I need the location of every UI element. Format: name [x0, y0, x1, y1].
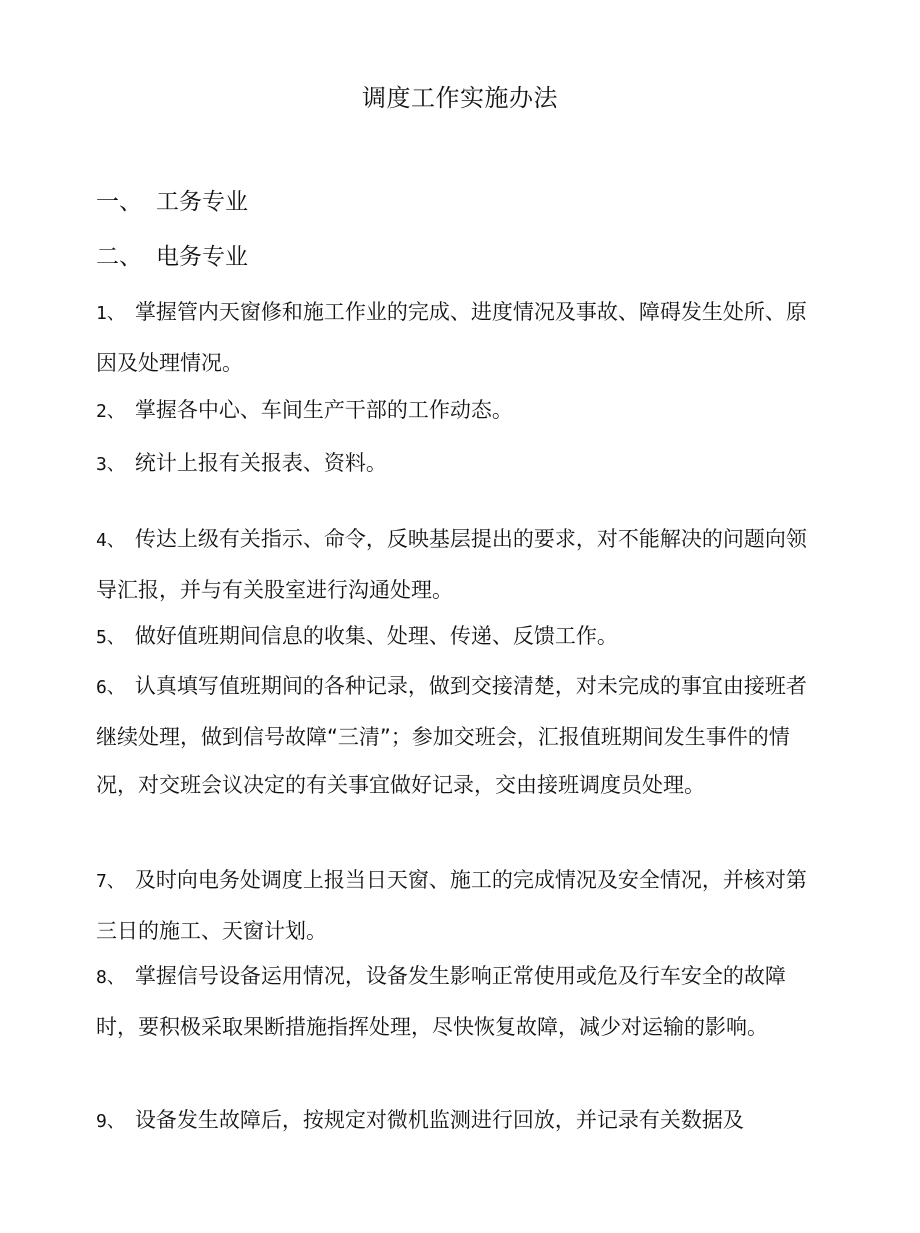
item-number: 2、 — [96, 401, 125, 422]
section-number: 一、 — [96, 189, 142, 215]
item-text: 掌握管内天窗修和施工作业的完成、进度情况及事故、障碍发生处所、原因及处理情况。 — [96, 300, 807, 375]
list-item — [96, 515, 816, 614]
list-item — [96, 386, 816, 437]
section-label: 工务专业 — [156, 189, 248, 215]
item-number: 8、 — [96, 967, 125, 988]
list-item — [96, 439, 816, 490]
item-text: 及时向电务处调度上报当日天窗、施工的完成情况及安全情况，并核对第三日的施工、天窗计划。 — [96, 868, 807, 943]
list-item — [96, 952, 816, 1051]
item-text: 掌握信号设备运用情况，设备发生影响正常使用或危及行车安全的故障时，要积极采取果断措施指挥处理，尽快恢复故障，减少对运输的影响。 — [96, 964, 786, 1039]
item-number: 9、 — [96, 1111, 125, 1132]
item-number: 5、 — [96, 627, 125, 648]
list-item — [96, 288, 816, 387]
item-text: 传达上级有关指示、命令，反映基层提出的要求，对不能解决的问题向领导汇报，并与有关股室进行沟通处理。 — [96, 527, 807, 602]
item-text: 掌握各中心、车间生产干部的工作动态。 — [134, 398, 513, 422]
document-title: 调度工作实施办法 — [362, 84, 558, 112]
section-heading — [96, 241, 248, 273]
item-number: 7、 — [96, 871, 125, 892]
item-text: 设备发生故障后，按规定对微机监测进行回放，并记录有关数据及 — [134, 1108, 744, 1132]
item-number: 4、 — [96, 530, 125, 551]
section-number: 二、 — [96, 244, 142, 270]
item-text: 认真填写值班期间的各种记录，做到交接清楚，对未完成的事宜由接班者继续处理，做到信号故障“三清”；参加交班会，汇报值班期间发生事件的情况，对交班会议决定的有关事宜做好记录，交由接班调度员处理。 — [96, 674, 807, 797]
item-text: 做好值班期间信息的收集、处理、传递、反馈工作。 — [134, 624, 618, 648]
section-heading — [96, 186, 248, 218]
section-label: 电务专业 — [156, 244, 248, 270]
item-number: 1、 — [96, 303, 125, 324]
list-item — [96, 612, 816, 663]
list-item — [96, 662, 816, 810]
item-number: 3、 — [96, 454, 125, 475]
item-text: 统计上报有关报表、资料。 — [134, 451, 387, 475]
item-number: 6、 — [96, 677, 125, 698]
list-item — [96, 856, 816, 955]
list-item — [96, 1096, 816, 1147]
